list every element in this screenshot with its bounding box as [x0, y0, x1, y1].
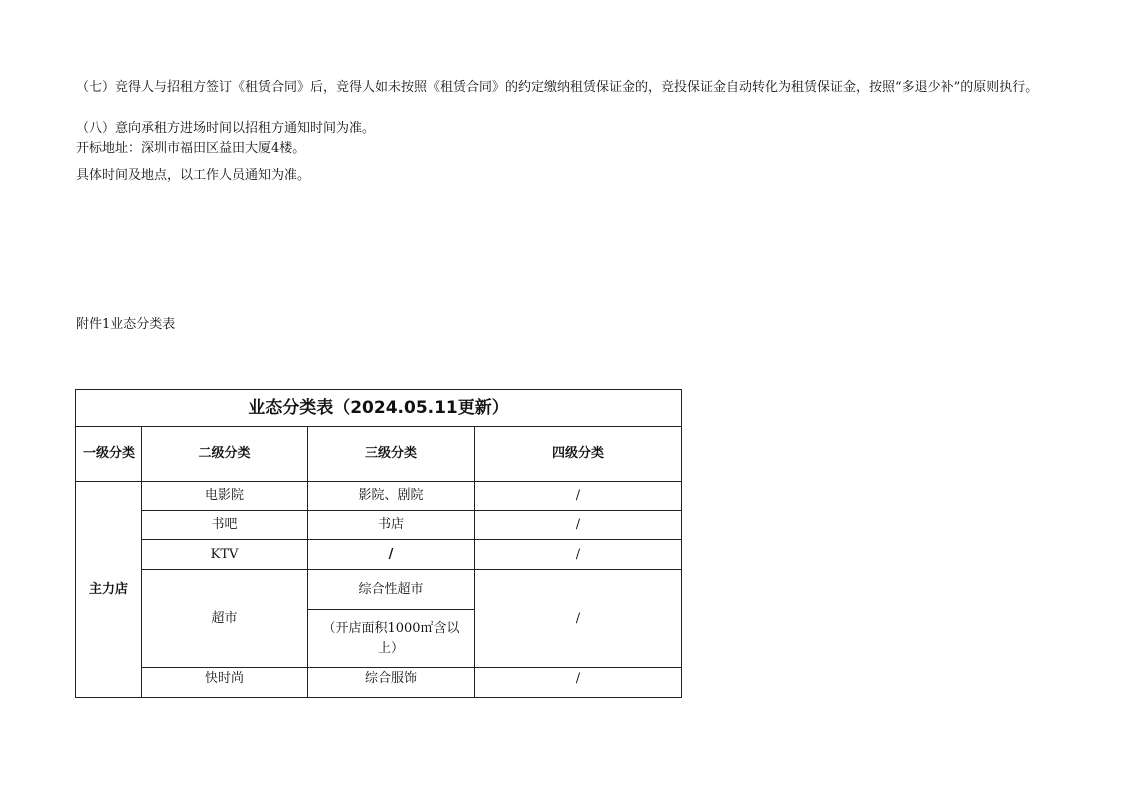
table-row-bookbar-level2: 书吧 — [211, 517, 238, 532]
header-level1: 一级分类 — [82, 446, 135, 461]
time-location-note: 具体时间及地点，以工作人员通知为准。 — [76, 168, 311, 183]
header-level2: 二级分类 — [198, 446, 251, 461]
header-level4: 四级分类 — [551, 446, 604, 461]
table-row-ktv-level2: KTV — [210, 546, 239, 562]
table-row-bookbar-level3: 书店 — [377, 517, 404, 532]
table-row-ktv-level3: / — [388, 546, 394, 562]
table-row-supermarket-level2: 超市 — [211, 610, 238, 626]
table-row-fastfashion-level4: / — [575, 671, 581, 686]
table-title: 业态分类表（2024.05.11更新） — [248, 398, 509, 418]
level1-main-store: 主力店 — [88, 581, 128, 597]
annex-title: 附件1业态分类表 — [76, 317, 176, 332]
header-level3: 三级分类 — [364, 446, 417, 461]
paragraph-clause-7: （七）竞得人与招租方签订《租赁合同》后，竞得人如未按照《租赁合同》的约定缴纳租赁保证金的，竞投保证金自动转化为租赁保证金，按照“多退少补”的原则执行。 — [76, 80, 1039, 95]
table-row-fastfashion-level2: 快时尚 — [204, 671, 244, 686]
table-row-ktv-level4: / — [575, 546, 581, 562]
table-row-cinema-level2: 电影院 — [204, 488, 244, 503]
table-row-fastfashion-level3: 综合服饰 — [364, 671, 417, 686]
bid-opening-address: 开标地址：深圳市福田区益田大厦4楼。 — [76, 141, 306, 156]
table-row-supermarket-level4: / — [575, 610, 581, 626]
table-row-supermarket-level3: 综合性超市 — [358, 581, 424, 597]
table-row-bookbar-level4: / — [575, 517, 581, 532]
table-row-cinema-level3: 影院、剧院 — [358, 488, 424, 503]
table-row-supermarket-level3-note: （开店面积1000㎡含以上） — [322, 620, 460, 656]
table-row-cinema-level4: / — [575, 488, 581, 503]
paragraph-clause-8: （八）意向承租方进场时间以招租方通知时间为准。 — [76, 121, 376, 136]
